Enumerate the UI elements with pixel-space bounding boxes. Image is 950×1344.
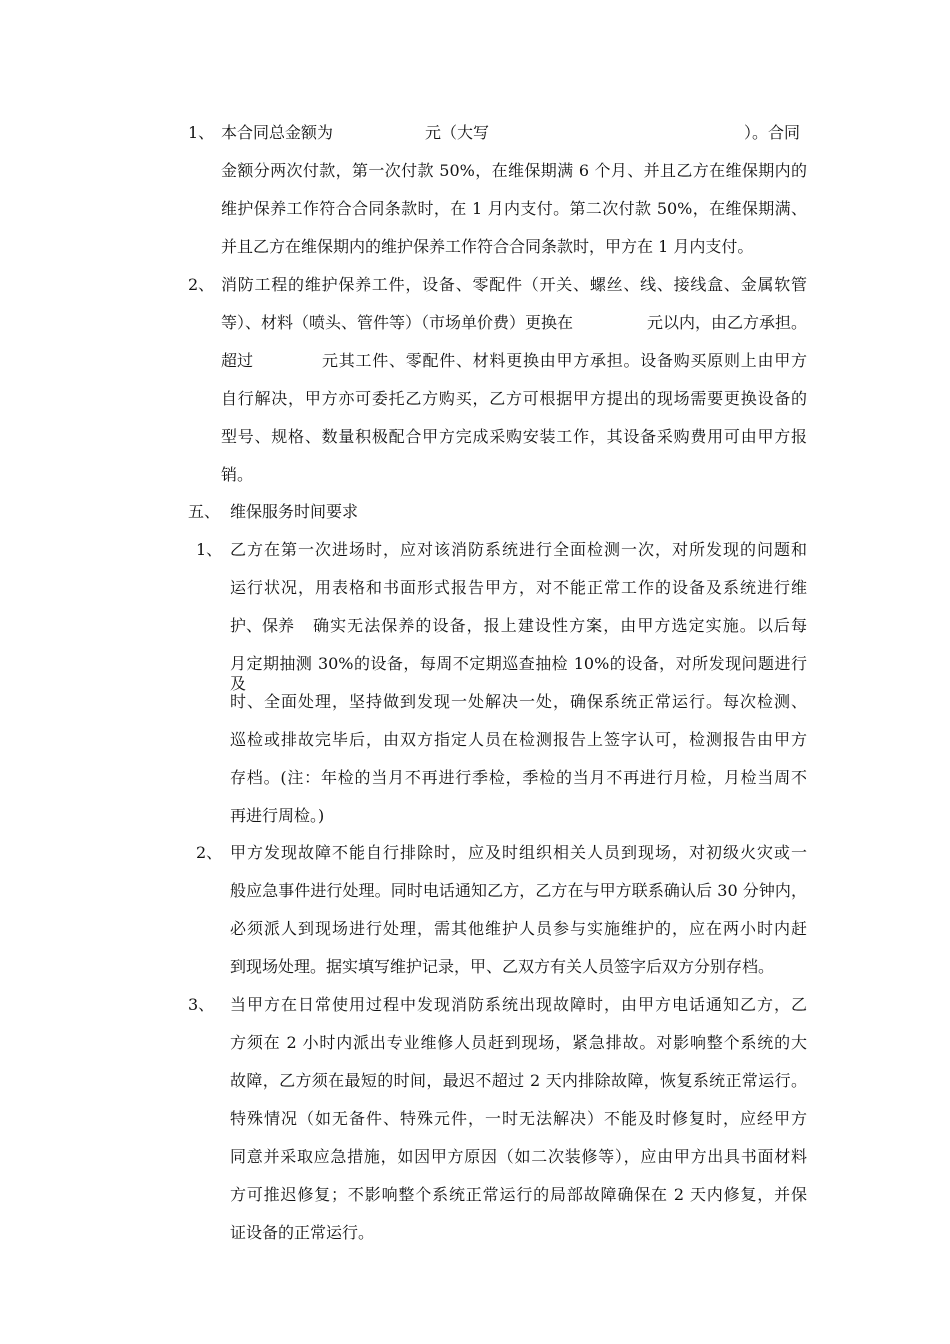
text-line: 再进行周检。) (230, 806, 325, 825)
text-line: 销。 (221, 465, 254, 484)
text-line: 时、全面处理，坚持做到发现一处解决一处，确保系统正常运行。每次检测、 (230, 692, 807, 711)
text-line: 甲方发现故障不能自行排除时，应及时组织相关人员到现场，对初级火灾或一 (230, 843, 807, 862)
text-line: 运行状况，用表格和书面形式报告甲方，对不能正常工作的设备及系统进行维 (230, 578, 807, 597)
text-line: 元以内，由乙方承担。 (647, 313, 808, 332)
item-number: 2、 (188, 275, 215, 294)
text-line: 消防工程的维护保养工件，设备、零配件（开关、螺丝、线、接线盒、金属软管 (221, 275, 807, 294)
text-line: 方须在 2 小时内派出专业维修人员赶到现场，紧急排故。对影响整个系统的大 (230, 1033, 807, 1052)
section-title: 维保服务时间要求 (230, 502, 359, 521)
text-line: ）。合同 (744, 123, 801, 142)
item-number: 1、 (188, 123, 215, 142)
text-line: 超过 (221, 351, 254, 370)
text-line: 到现场处理。据实填写维护记录，甲、乙双方有关人员签字后双方分别存档。 (230, 957, 775, 976)
text-line: 乙方在第一次进场时，应对该消防系统进行全面检测一次，对所发现的问题和 (230, 540, 807, 559)
item-number: 2、 (196, 843, 223, 862)
text-line: 金额分两次付款，第一次付款 50%，在维保期满 6 个月、并且乙方在维保期内的 (221, 161, 807, 180)
text-line: 元其工件、零配件、材料更换由甲方承担。设备购买原则上由甲方 (322, 351, 807, 370)
text-line: 维护保养工作符合合同条款时，在 1 月内支付。第二次付款 50%，在维保期满、 (221, 199, 807, 218)
section-number: 五、 (188, 502, 221, 521)
text-line: 同意并采取应急措施，如因甲方原因（如二次装修等），应由甲方出具书面材料 (230, 1147, 807, 1166)
text-line: 故障，乙方须在最短的时间，最迟不超过 2 天内排除故障，恢复系统正常运行。 (230, 1071, 807, 1090)
text-line: 月定期抽测 30%的设备，每周不定期巡查抽检 10%的设备，对所发现问题进行及 (230, 654, 807, 693)
text-line: 特殊情况（如无备件、特殊元件，一时无法解决）不能及时修复时，应经甲方 (230, 1109, 807, 1128)
item-number: 1、 (196, 540, 223, 559)
text-line: 方可推迟修复；不影响整个系统正常运行的局部故障确保在 2 天内修复，并保 (230, 1185, 807, 1204)
text-line: 般应急事件进行处理。同时电话通知乙方，乙方在与甲方联系确认后 30 分钟内， (230, 881, 807, 900)
text-line: 巡检或排故完毕后，由双方指定人员在检测报告上签字认可，检测报告由甲方 (230, 730, 807, 749)
item-number: 3、 (188, 995, 215, 1014)
text-line: 证设备的正常运行。 (230, 1223, 375, 1242)
text-line: 自行解决，甲方亦可委托乙方购买，乙方可根据甲方提出的现场需要更换设备的 (221, 389, 807, 408)
text-line: 元（大写 (425, 123, 490, 142)
text-line: 等）、材料（喷头、管件等）（市场单价费）更换在 (221, 313, 574, 332)
text-line: 并且乙方在维保期内的维护保养工作符合合同条款时，甲方在 1 月内支付。 (221, 237, 754, 256)
text-line: 型号、规格、数量积极配合甲方完成采购安装工作，其设备采购费用可由甲方报 (221, 427, 807, 446)
text-line: 必须派人到现场进行处理，需其他维护人员参与实施维护的，应在两小时内赶 (230, 919, 807, 938)
text-line: 本合同总金额为 (221, 123, 334, 142)
text-line: 护、保养 (230, 616, 295, 635)
text-line: 确实无法保养的设备，报上建设性方案，由甲方选定实施。以后每 (313, 616, 807, 635)
text-line: 当甲方在日常使用过程中发现消防系统出现故障时，由甲方电话通知乙方，乙 (230, 995, 807, 1014)
text-line: 存档。(注：年检的当月不再进行季检，季检的当月不再进行月检，月检当周不 (230, 768, 807, 787)
